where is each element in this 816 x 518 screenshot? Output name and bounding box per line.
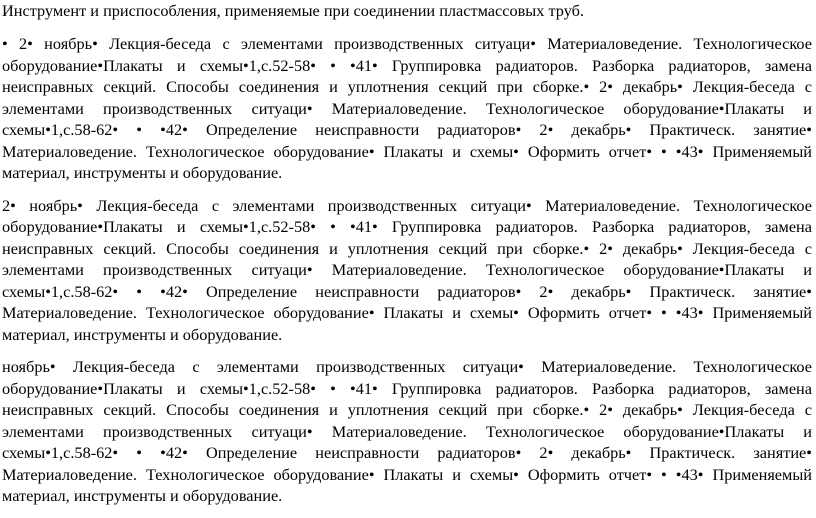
document-page — [2, 0, 812, 518]
document-title: Инструмент и приспособления, применяемые при соединении пластмассовых труб. — [2, 1, 584, 20]
paragraph-3: ноябрь• Лекция-беседа с элементами производственных ситуаци• Материаловедение. Технологическое оборудование•Плакаты и схемы•1,с.52-58• • •41• Группировка радиаторов. Разборка радиаторов, замена неисправных секций. Способы соединения и уплотнения секций при сборке.• 2• декабрь• Лекция-беседа с элементами производственных ситуаци• Материаловедение. Технологическое оборудование•Плакаты и схемы•1,с.58-62• • •42• Определение неисправности радиаторов• 2• декабрь• Практическ. занятие• Материаловедение. Технологическое оборудование• Плакаты и схемы• Оформить отчет• • •43• Применяемый материал, инструменты и оборудование. — [2, 357, 812, 505]
paragraph-2: 2• ноябрь• Лекция-беседа с элементами производственных ситуаци• Материаловедение. Технологическое оборудование•Плакаты и схемы•1,с.52-58• • •41• Группировка радиаторов. Разборка радиаторов, замена неисправных секций. Способы соединения и уплотнения секций при сборке.• 2• декабрь• Лекция-беседа с элементами производственных ситуаци• Материаловедение. Технологическое оборудование•Плакаты и схемы•1,с.58-62• • •42• Определение неисправности радиаторов• 2• декабрь• Практическ. занятие• Материаловедение. Технологическое оборудование• Плакаты и схемы• Оформить отчет• • •43• Применяемый материал, инструменты и оборудование. — [2, 195, 812, 344]
paragraph-1: • 2• ноябрь• Лекция-беседа с элементами производственных ситуаци• Материаловедение. Технологическое оборудование•Плакаты и схемы•1,с.52-58• • •41• Группировка радиаторов. Разборка радиаторов, замена неисправных секций. Способы соединения и уплотнения секций при сборке.• 2• декабрь• Лекция-беседа с элементами производственных ситуаци• Материаловедение. Технологическое оборудование•Плакаты и схемы•1,с.58-62• • •42• Определение неисправности радиаторов• 2• декабрь• Практическ. занятие• Материаловедение. Технологическое оборудование• Плакаты и схемы• Оформить отчет• • •43• Применяемый материал, инструменты и оборудование. — [2, 34, 812, 182]
